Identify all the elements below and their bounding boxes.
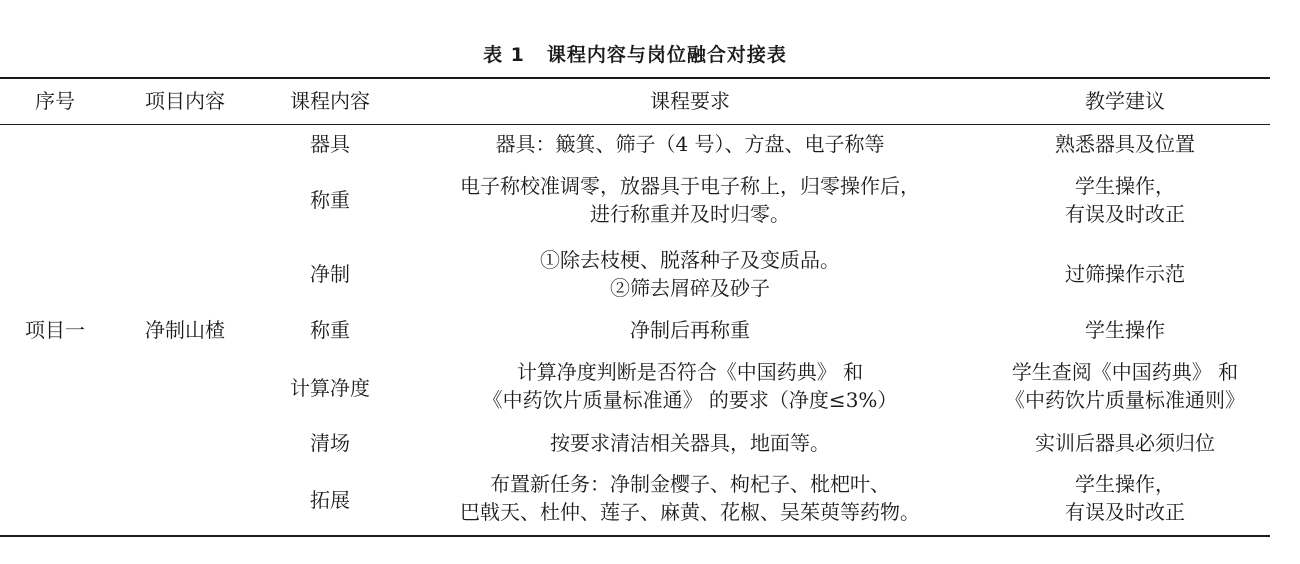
advice-line: 熟悉器具及位置 <box>1055 132 1195 156</box>
requirement-line: 进行称重并及时归零。 <box>590 202 790 226</box>
row-course: 净制 <box>310 262 350 286</box>
row-advice <box>980 172 1270 228</box>
requirement-line: 按要求清洁相关器具，地面等。 <box>550 431 830 455</box>
header-rule <box>0 124 1270 125</box>
row-advice <box>980 470 1270 526</box>
row-requirement <box>400 429 980 457</box>
header-seq: 序号 <box>35 89 75 113</box>
row-course: 称重 <box>310 188 350 212</box>
advice-line: 有误及时改正 <box>1065 202 1185 226</box>
requirement-line: 计算净度判断是否符合《中国药典》 和 <box>516 360 864 384</box>
requirement-line: 布置新任务：净制金樱子、枸杞子、枇杷叶、 <box>490 472 890 496</box>
requirement-line: 《中药饮片质量标准通》 的要求（净度≤3%） <box>482 388 898 412</box>
advice-line: 学生查阅《中国药典》 和 <box>1011 360 1239 384</box>
row-requirement <box>400 316 980 344</box>
table-number: 表 1 <box>483 44 525 66</box>
row-course: 称重 <box>310 318 350 342</box>
table-caption <box>0 40 1270 67</box>
header-course-content: 课程内容 <box>290 89 370 113</box>
table-title: 课程内容与岗位融合对接表 <box>546 44 787 66</box>
advice-line: 学生操作 <box>1085 318 1165 342</box>
requirement-line: ②筛去屑碎及砂子 <box>610 276 770 300</box>
row-requirement <box>400 470 980 526</box>
requirement-line: 电子称校准调零，放器具于电子称上，归零操作后， <box>460 174 920 198</box>
advice-line: 《中药饮片质量标准通则》 <box>1005 388 1245 412</box>
row-course: 清场 <box>310 431 350 455</box>
row-requirement <box>400 358 980 414</box>
top-rule <box>0 77 1270 79</box>
row-course: 器具 <box>310 132 350 156</box>
advice-line: 过筛操作示范 <box>1065 262 1185 286</box>
advice-line: 学生操作， <box>1075 174 1175 198</box>
header-course-requirement: 课程要求 <box>650 89 730 113</box>
row-course: 拓展 <box>310 488 350 512</box>
row-advice <box>980 260 1270 288</box>
header-teaching-advice: 教学建议 <box>1085 89 1165 113</box>
requirement-line: 净制后再称重 <box>630 318 750 342</box>
row-advice <box>980 358 1270 414</box>
header-project-content: 项目内容 <box>145 89 225 113</box>
advice-line: 实训后器具必须归位 <box>1035 431 1215 455</box>
row-advice <box>980 429 1270 457</box>
row-requirement <box>400 246 980 302</box>
project-seq: 项目一 <box>25 318 85 342</box>
row-advice <box>980 316 1270 344</box>
row-advice <box>980 130 1270 158</box>
requirement-line: 巴戟天、杜仲、莲子、麻黄、花椒、吴茱萸等药物。 <box>460 500 920 524</box>
requirement-line: ①除去枝梗、脱落种子及变质品。 <box>540 248 840 272</box>
requirement-line: 器具：簸箕、筛子（4 号）、方盘、电子称等 <box>495 132 885 156</box>
advice-line: 有误及时改正 <box>1065 500 1185 524</box>
row-requirement <box>400 130 980 158</box>
row-requirement <box>400 172 980 228</box>
advice-line: 学生操作， <box>1075 472 1175 496</box>
row-course: 计算净度 <box>290 376 370 400</box>
project-content: 净制山楂 <box>145 318 225 342</box>
bottom-rule <box>0 535 1270 537</box>
